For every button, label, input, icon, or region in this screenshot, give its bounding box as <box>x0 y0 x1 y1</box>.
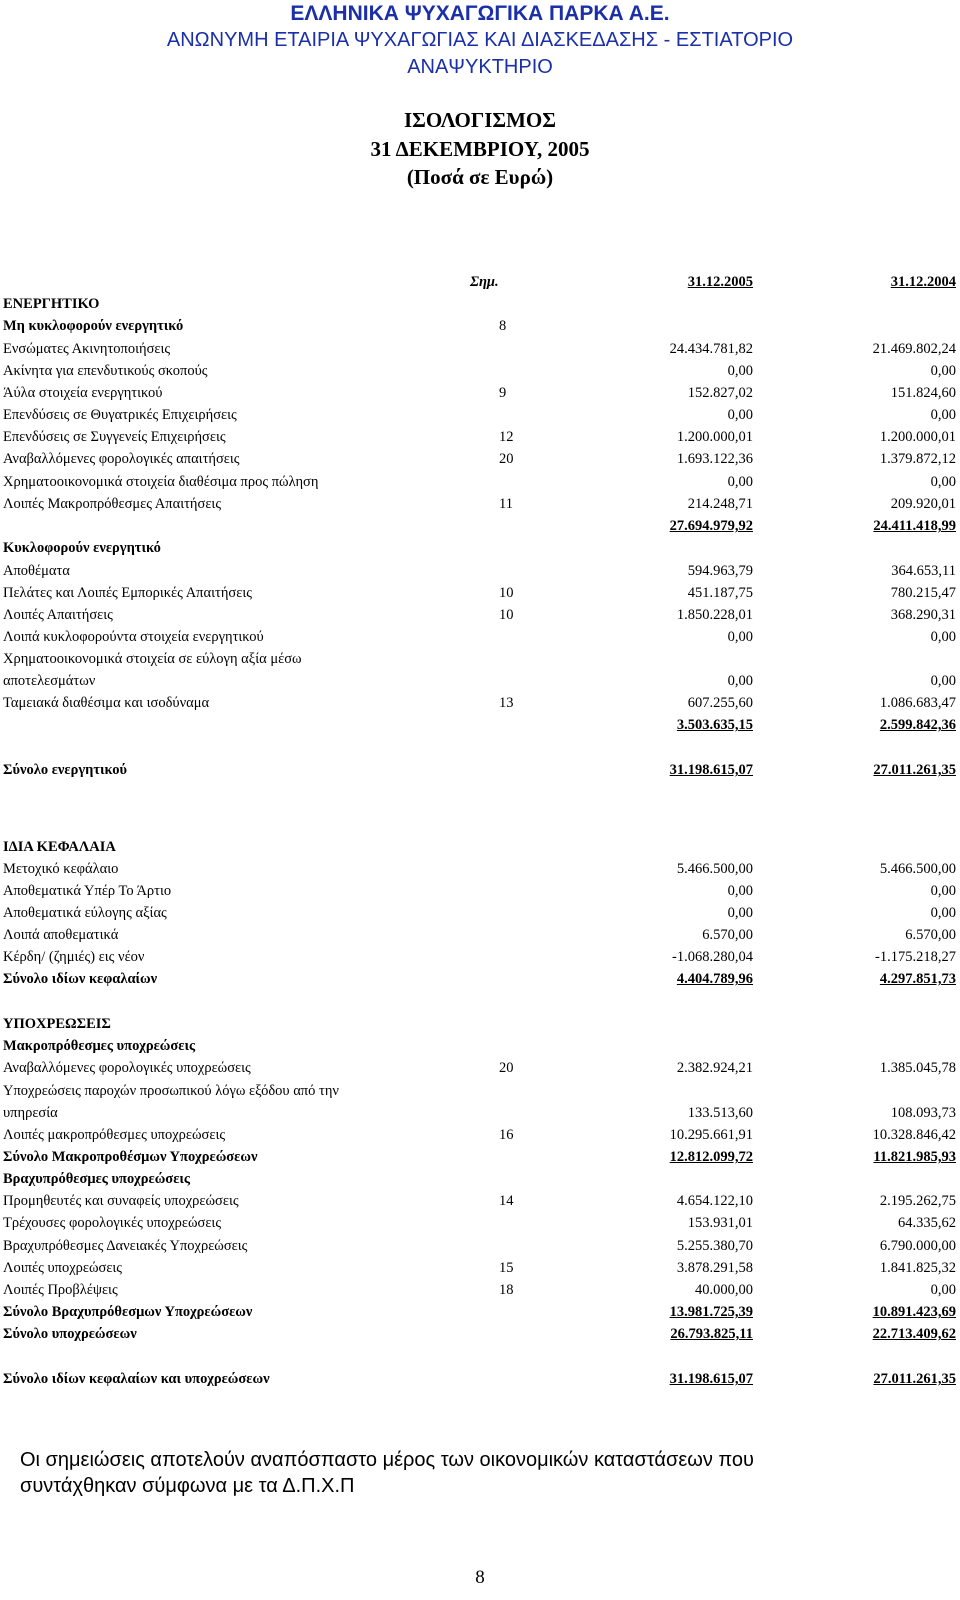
value-2004: 1.200.000,01 <box>879 429 956 445</box>
table-row <box>0 859 960 881</box>
row-label: Αποθέματα <box>3 563 70 579</box>
total-liabilities-row <box>0 1324 960 1346</box>
row-label-line2: αποτελεσμάτων <box>3 673 96 689</box>
value-2005: 1.693.122,36 <box>676 451 753 467</box>
value-2005: 133.513,60 <box>687 1105 753 1121</box>
total-equity-label: Σύνολο ιδίων κεφαλαίων <box>3 971 158 987</box>
value-2004: 1.086.683,47 <box>879 695 956 711</box>
note-ref: 10 <box>499 585 514 601</box>
row-label: Άύλα στοιχεία ενεργητικού <box>3 385 163 401</box>
value-2005: 1.200.000,01 <box>676 429 753 445</box>
total-value-2004: 4.297.851,73 <box>879 971 956 987</box>
value-2004: 64.335,62 <box>898 1215 956 1231</box>
total-value-2004: 11.821.985,93 <box>873 1149 956 1165</box>
table-row <box>0 383 960 405</box>
row-label: Αναβαλλόμενες φορολογικές υποχρεώσεις <box>3 1060 251 1076</box>
value-2004: 21.469.802,24 <box>872 341 956 357</box>
note-ref: 9 <box>499 385 507 401</box>
value-2005: 40.000,00 <box>695 1282 753 1298</box>
note-ref: 18 <box>499 1282 514 1298</box>
total-value-2005: 4.404.789,96 <box>676 971 753 987</box>
note-ref: 14 <box>499 1193 514 1209</box>
total-value-2004: 10.891.423,69 <box>872 1304 956 1320</box>
row-label: Λοιπές μακροπρόθεσμες υποχρεώσεις <box>3 1127 226 1143</box>
row-label: Λοιπές Μακροπρόθεσμες Απαιτήσεις <box>3 496 222 512</box>
value-2005: 0,00 <box>727 363 753 379</box>
row-label: Κέρδη/ (ζημιές) εις νέον <box>3 949 145 965</box>
noncurrent-liabilities-total-label: Σύνολο Μακροπροθέσμων Υποχρεώσεων <box>3 1149 258 1165</box>
value-2005: 451.187,75 <box>687 585 753 601</box>
table-row <box>0 561 960 583</box>
footer-note-line2: συντάχθηκαν σύμφωνα με τα Δ.Π.Χ.Π <box>20 1475 355 1497</box>
value-2005: 4.654.122,10 <box>676 1193 753 1209</box>
value-2004: 1.379.872,12 <box>879 451 956 467</box>
value-2005: 2.382.924,21 <box>676 1060 753 1076</box>
row-label: Αποθεματικά εύλογης αξίας <box>3 905 167 921</box>
year-2005-column-header: 31.12.2005 <box>687 274 753 290</box>
value-2005: 214.248,71 <box>687 496 753 512</box>
table-row <box>0 925 960 947</box>
noncurrent-assets-heading: Μη κυκλοφορούν ενεργητικό <box>3 318 184 334</box>
table-row <box>0 671 960 693</box>
total-value-2005: 31.198.615,07 <box>669 762 753 778</box>
total-assets-row <box>0 760 960 782</box>
table-row <box>0 1081 960 1103</box>
row-label: Ακίνητα για επενδυτικούς σκοπούς <box>3 363 208 379</box>
value-2004: 0,00 <box>930 905 956 921</box>
table-row <box>0 583 960 605</box>
year-2004-column-header: 31.12.2004 <box>890 274 956 290</box>
row-label: Επενδύσεις σε Θυγατρικές Επιχειρήσεις <box>3 407 237 423</box>
value-2005: 607.255,60 <box>687 695 753 711</box>
row-label: Αποθεματικά Υπέρ Το Άρτιο <box>3 883 172 899</box>
value-2004: 1.841.825,32 <box>879 1260 956 1276</box>
value-2004: 6.570,00 <box>905 927 956 943</box>
table-row <box>0 494 960 516</box>
column-header-row <box>0 272 960 294</box>
row-label: Λοιπές υποχρεώσεις <box>3 1260 123 1276</box>
page-number: 8 <box>475 1567 485 1588</box>
value-2005: 0,00 <box>727 673 753 689</box>
company-name: ΕΛΛΗΝΙΚΑ ΨΥΧΑΓΩΓΙΚΑ ΠΑΡΚΑ Α.Ε. <box>290 2 670 25</box>
value-2004: 364.653,11 <box>891 563 956 579</box>
statement-date: 31 ΔΕΚΕΜΒΡΙΟΥ, 2005 <box>370 137 590 161</box>
current-assets-total-row <box>0 715 960 737</box>
noncurrent-liabilities-heading-row <box>0 1036 960 1058</box>
row-label-line2: υπηρεσία <box>3 1105 58 1121</box>
value-2005: 5.255.380,70 <box>676 1238 753 1254</box>
value-2004: 0,00 <box>930 474 956 490</box>
noncurrent-liabilities-heading: Μακροπρόθεσμες υποχρεώσεις <box>3 1038 196 1054</box>
row-label: Λοιπά αποθεματικά <box>3 927 119 943</box>
value-2005: 0,00 <box>727 905 753 921</box>
row-label: Αναβαλλόμενες φορολογικές απαιτήσεις <box>3 451 240 467</box>
value-2004: 151.824,60 <box>890 385 956 401</box>
value-2005: 5.466.500,00 <box>676 861 753 877</box>
note-column-header: Σημ. <box>470 274 499 290</box>
note-ref: 16 <box>499 1127 514 1143</box>
row-label: Ταμειακά διαθέσιμα και ισοδύναμα <box>3 695 210 711</box>
total-value-2004: 27.011.261,35 <box>873 1371 956 1387</box>
footer-note <box>20 1447 920 1499</box>
total-equity-row <box>0 969 960 991</box>
total-liabilities-label: Σύνολο υποχρεώσεων <box>3 1326 137 1342</box>
value-2005: 6.570,00 <box>702 927 753 943</box>
value-2004: 0,00 <box>930 673 956 689</box>
value-2004: 1.385.045,78 <box>879 1060 956 1076</box>
value-2005: 153.931,01 <box>687 1215 753 1231</box>
table-row <box>0 472 960 494</box>
note-ref: 11 <box>499 496 513 512</box>
table-row <box>0 1258 960 1280</box>
table-row <box>0 339 960 361</box>
noncurrent-assets-heading-row <box>0 316 960 338</box>
row-label: Λοιπά κυκλοφορούντα στοιχεία ενεργητικού <box>3 629 264 645</box>
value-2005: 0,00 <box>727 629 753 645</box>
value-2004: 0,00 <box>930 629 956 645</box>
current-assets-heading: Κυκλοφορούν ενεργητικό <box>3 540 161 556</box>
total-value-2005: 13.981.725,39 <box>669 1304 753 1320</box>
row-label: Βραχυπρόθεσμες Δανειακές Υποχρεώσεις <box>3 1238 248 1254</box>
table-row <box>0 627 960 649</box>
equity-heading-row <box>0 837 960 859</box>
total-value-2005: 26.793.825,11 <box>670 1326 753 1342</box>
value-2004: 368.290,31 <box>890 607 956 623</box>
current-liabilities-heading-row <box>0 1169 960 1191</box>
total-value-2005: 31.198.615,07 <box>669 1371 753 1387</box>
note-ref: 10 <box>499 607 514 623</box>
value-2005: 152.827,02 <box>687 385 753 401</box>
value-2005: -1.068.280,04 <box>672 949 753 965</box>
table-row <box>0 449 960 471</box>
row-label-line1: Χρηματοοικονομικά στοιχεία σε εύλογη αξία μέσω <box>3 651 302 667</box>
row-label: Προμηθευτές και συναφείς υποχρεώσεις <box>3 1193 239 1209</box>
table-row <box>0 1103 960 1125</box>
assets-heading: ΕΝΕΡΓΗΤΙΚΟ <box>3 296 100 312</box>
row-label: Πελάτες και Λοιπές Εμπορικές Απαιτήσεις <box>3 585 252 601</box>
table-row <box>0 1191 960 1213</box>
table-row <box>0 427 960 449</box>
liabilities-heading: ΥΠΟΧΡΕΩΣΕΙΣ <box>3 1016 111 1032</box>
noncurrent-assets-total-row <box>0 516 960 538</box>
value-2005: 10.295.661,91 <box>669 1127 753 1143</box>
row-label: Τρέχουσες φορολογικές υποχρεώσεις <box>3 1215 222 1231</box>
statement-title: ΙΣΟΛΟΓΙΣΜΟΣ <box>403 108 556 132</box>
current-liabilities-total-label: Σύνολο Βραχυπρόθεσμων Υποχρεώσεων <box>3 1304 253 1320</box>
table-row <box>0 881 960 903</box>
table-row <box>0 1280 960 1302</box>
table-row <box>0 1213 960 1235</box>
value-2005: 1.850.228,01 <box>676 607 753 623</box>
company-description-line2: ΑΝΑΨΥΚΤΗΡΙΟ <box>407 56 553 78</box>
statement-currency: (Ποσά σε Ευρώ) <box>406 165 554 189</box>
value-2004: 108.093,73 <box>890 1105 956 1121</box>
row-label: Χρηματοοικονομικά στοιχεία διαθέσιμα προς πώληση <box>3 474 319 490</box>
table-row <box>0 903 960 925</box>
value-2005: 0,00 <box>727 474 753 490</box>
company-description-line1: ΑΝΩΝΥΜΗ ΕΤΑΙΡΙΑ ΨΥΧΑΓΩΓΙΑΣ ΚΑΙ ΔΙΑΣΚΕΔΑΣΗΣ - ΕΣΤΙΑΤΟΡΙΟ <box>166 29 794 51</box>
row-label: Λοιπές Προβλέψεις <box>3 1282 118 1298</box>
value-2004: 209.920,01 <box>890 496 956 512</box>
value-2004: 0,00 <box>930 1282 956 1298</box>
total-value-2004: 24.411.418,99 <box>873 518 956 534</box>
note-ref: 13 <box>499 695 514 711</box>
note-ref: 12 <box>499 429 514 445</box>
row-label: Μετοχικό κεφάλαιο <box>3 861 119 877</box>
value-2005: 594.963,79 <box>687 563 753 579</box>
assets-heading-row <box>0 294 960 316</box>
table-row <box>0 1058 960 1080</box>
liabilities-heading-row <box>0 1014 960 1036</box>
value-2005: 0,00 <box>727 407 753 423</box>
current-liabilities-heading: Βραχυπρόθεσμες υποχρεώσεις <box>3 1171 190 1187</box>
value-2005: 3.878.291,58 <box>676 1260 753 1276</box>
current-liabilities-total-row <box>0 1302 960 1324</box>
footer-note-line1: Οι σημειώσεις αποτελούν αναπόσπαστο μέρος των οικονομικών καταστάσεων που <box>20 1449 754 1471</box>
grand-total-label: Σύνολο ιδίων κεφαλαίων και υποχρεώσεων <box>3 1371 270 1387</box>
table-row <box>0 693 960 715</box>
current-assets-heading-row <box>0 538 960 560</box>
table-row <box>0 605 960 627</box>
row-label: Ενσώματες Ακινητοποιήσεις <box>3 341 171 357</box>
value-2004: 6.790.000,00 <box>879 1238 956 1254</box>
row-label-line1: Υποχρεώσεις παροχών προσωπικού λόγω εξόδου από την <box>3 1083 339 1099</box>
total-value-2004: 27.011.261,35 <box>873 762 956 778</box>
value-2004: 2.195.262,75 <box>879 1193 956 1209</box>
value-2004: 5.466.500,00 <box>879 861 956 877</box>
value-2004: -1.175.218,27 <box>875 949 956 965</box>
grand-total-row <box>0 1369 960 1391</box>
table-row <box>0 1125 960 1147</box>
value-2004: 10.328.846,42 <box>872 1127 956 1143</box>
table-row <box>0 649 960 671</box>
note-ref: 20 <box>499 451 514 467</box>
total-value-2005: 27.694.979,92 <box>669 518 753 534</box>
value-2004: 0,00 <box>930 407 956 423</box>
value-2004: 0,00 <box>930 363 956 379</box>
value-2005: 0,00 <box>727 883 753 899</box>
row-label: Επενδύσεις σε Συγγενείς Επιχειρήσεις <box>3 429 226 445</box>
total-value-2004: 22.713.409,62 <box>872 1326 956 1342</box>
table-row <box>0 405 960 427</box>
total-value-2005: 12.812.099,72 <box>669 1149 753 1165</box>
table-row <box>0 361 960 383</box>
table-row <box>0 947 960 969</box>
value-2005: 24.434.781,82 <box>669 341 753 357</box>
note-ref: 20 <box>499 1060 514 1076</box>
value-2004: 780.215,47 <box>890 585 956 601</box>
total-value-2004: 2.599.842,36 <box>879 717 956 733</box>
table-row <box>0 1236 960 1258</box>
equity-heading: ΙΔΙΑ ΚΕΦΑΛΑΙΑ <box>3 839 116 855</box>
noncurrent-liabilities-total-row <box>0 1147 960 1169</box>
value-2004: 0,00 <box>930 883 956 899</box>
note-ref: 15 <box>499 1260 514 1276</box>
row-label: Λοιπές Απαιτήσεις <box>3 607 113 623</box>
note-ref: 8 <box>499 318 507 334</box>
total-assets-label: Σύνολο ενεργητικού <box>3 762 127 778</box>
total-value-2005: 3.503.635,15 <box>676 717 753 733</box>
